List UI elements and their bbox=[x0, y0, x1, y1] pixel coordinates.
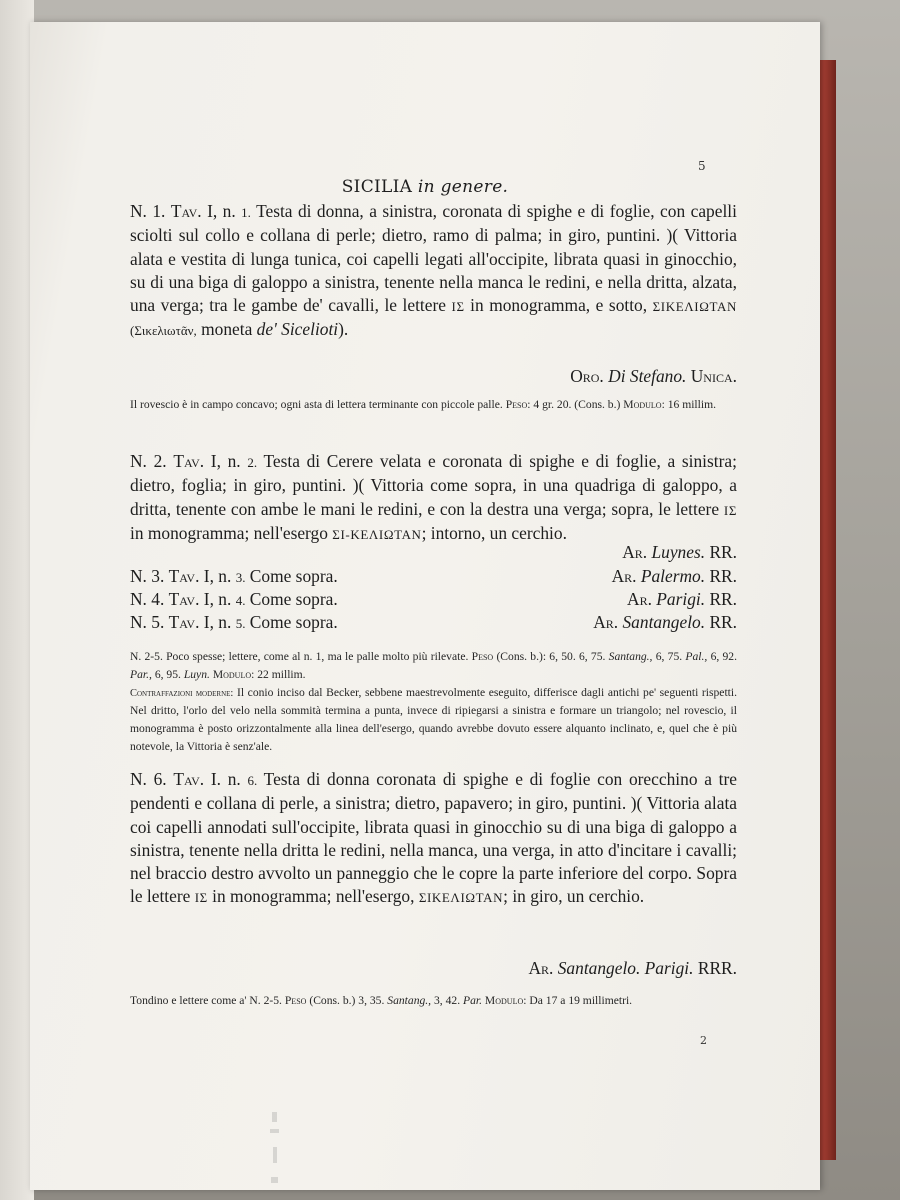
entry-1-de: de' Sicelioti bbox=[256, 319, 339, 340]
note-3-santang: Santang., bbox=[387, 994, 432, 1007]
note-2-contra-label: Contraffazioni moderne: bbox=[130, 687, 234, 699]
entry-3 bbox=[130, 566, 737, 590]
entry-3-source: Palermo. bbox=[640, 566, 706, 586]
note-2-pal: Pal., bbox=[685, 650, 708, 663]
entry-2-text-c: ; intorno, un cerchio. bbox=[421, 522, 567, 543]
entry-6-monogram: ΙΣ bbox=[194, 890, 208, 906]
note-1 bbox=[130, 396, 737, 414]
entry-2-num: 2. bbox=[247, 455, 258, 470]
entry-1-ref: I, n. bbox=[207, 201, 236, 221]
entry-1-num: 1. bbox=[241, 205, 251, 220]
note-3-v1: 3, 42. bbox=[434, 994, 461, 1007]
entry-2-rarity: RR. bbox=[709, 542, 737, 562]
note-2-modulo-label: Modulo: bbox=[212, 667, 255, 681]
entry-2-monogram: ΙΣ bbox=[723, 502, 737, 518]
page-title bbox=[30, 177, 820, 197]
entry-6-attribution bbox=[130, 958, 737, 979]
entry-1-text-a: Testa di donna, a sinistra, coronata di spighe e di foglie, con capelli sciolti sul collo e collana di perle; dietro, ramo di palma; in giro, puntini. )( Vittoria alata e vestita di lunga tunica, coi capelli legati all'occipite, librata quasi in ginocchio, su di una biga di galoppo a sinistra, tenente nella manca le redini, e nella dritta, alzata, una verga; tra le gambe de' cavalli, le lettere bbox=[130, 201, 737, 316]
note-2-v2: 6, 92. bbox=[710, 650, 737, 663]
entry-4 bbox=[130, 589, 737, 613]
entry-2-text-b: in monogramma; nell'esergo bbox=[130, 522, 328, 543]
entry-5 bbox=[130, 612, 737, 636]
entry-5-source: Santangelo. bbox=[622, 612, 706, 632]
note-3-text-a: Tondino e lettere come a' N. 2-5. bbox=[130, 994, 282, 1007]
entry-1-legend: ΣΙΚΕΛΙΩΤΑΝ bbox=[652, 299, 737, 315]
note-1-modulo-label: Modulo: bbox=[623, 398, 665, 411]
entry-1-source: Di Stefano. bbox=[608, 366, 687, 386]
entry-3-rarity: RR. bbox=[709, 566, 737, 586]
entry-6-ref: I. n. bbox=[210, 769, 241, 789]
entry-2-tav: Tav. bbox=[173, 451, 205, 471]
note-2 bbox=[130, 648, 737, 756]
entry-3-head: N. 3. bbox=[130, 566, 165, 586]
entry-4-ref: I, n. bbox=[203, 589, 232, 609]
note-3 bbox=[130, 992, 737, 1010]
entry-5-text: Come sopra. bbox=[249, 612, 338, 632]
title-rest: in genere. bbox=[417, 177, 509, 197]
signature-mark: 2 bbox=[700, 1034, 707, 1047]
facing-page-edge bbox=[0, 0, 34, 1200]
note-2-text-a: N. 2-5. Poco spesse; lettere, come al n. 1, ma le palle molto più rilevate. bbox=[130, 650, 469, 663]
note-3-modulo-label: Modulo: bbox=[484, 994, 527, 1007]
entry-2-attribution bbox=[130, 542, 737, 563]
entry-2-legend-b: ΚΕΛΙΩΤΑΝ bbox=[350, 526, 422, 542]
entry-2-text-a: Testa di Cerere velata e coronata di spighe e di foglie, a sinistra; dietro, foglia; in giro, puntini. )( Vittoria come sopra, in una quadriga di galoppo, a dritta, tenente con ambe le mani le redini, e con la destra una verga; sopra, le lettere bbox=[130, 451, 737, 519]
entry-2-ref: I, n. bbox=[210, 451, 241, 471]
entry-6 bbox=[130, 768, 737, 910]
entry-3-metal: Ar. bbox=[611, 566, 637, 586]
note-1-peso: 4 gr. 20. (Cons. b.) bbox=[533, 398, 621, 411]
note-3-modulo: Da 17 a 19 millimetri. bbox=[529, 994, 633, 1007]
entry-6-tav: Tav. bbox=[173, 769, 205, 789]
entry-5-rarity: RR. bbox=[709, 612, 737, 632]
note-2-text-b: (Cons. b.): 6, 50. 6, 75. bbox=[496, 650, 606, 663]
page-number: 5 bbox=[698, 159, 706, 173]
entry-5-tav: Tav. bbox=[168, 612, 200, 632]
note-2-par: Par., bbox=[130, 667, 152, 681]
entry-6-text-c: ; in giro, un cerchio. bbox=[503, 886, 645, 907]
entry-1-attribution bbox=[130, 366, 737, 387]
entry-5-ref: I, n. bbox=[203, 612, 232, 632]
entry-2 bbox=[130, 450, 737, 546]
entry-4-metal: Ar. bbox=[627, 589, 652, 609]
note-1-modulo: 16 millim. bbox=[667, 398, 717, 411]
note-3-par: Par. bbox=[463, 994, 483, 1007]
entry-6-source: Santangelo. Parigi. bbox=[557, 958, 694, 978]
entry-1-metal: Oro. bbox=[570, 366, 604, 386]
entry-6-rarity: RRR. bbox=[697, 958, 737, 978]
show-through-mark bbox=[260, 1107, 290, 1197]
entry-2-metal: Ar. bbox=[622, 542, 648, 562]
entry-2-head: N. 2. bbox=[130, 451, 167, 471]
note-1-text: Il rovescio è in campo concavo; ogni asta di lettera terminante con piccole palle. bbox=[130, 398, 503, 411]
book-page bbox=[30, 22, 820, 1190]
entry-6-num: 6. bbox=[247, 773, 258, 788]
entry-1-rarity: Unica. bbox=[690, 366, 737, 386]
note-3-text-b: (Cons. b.) 3, 35. bbox=[309, 994, 385, 1007]
entry-1 bbox=[130, 200, 737, 343]
entry-5-head: N. 5. bbox=[130, 612, 165, 632]
note-3-peso-label: Peso bbox=[284, 994, 307, 1007]
note-2-modulo: 22 millim. bbox=[257, 667, 306, 681]
entry-1-monogram: ΙΣ bbox=[451, 299, 465, 315]
entry-4-source: Parigi. bbox=[656, 589, 706, 609]
note-2-contra-text: Il conio inciso dal Becker, sebbene maestrevolmente eseguito, differisce dagli antichi pe' seguenti rispetti. Nel dritto, l'orlo del velo nella sommità termina a punta, invece di ripiegarsi a sinistra e formare un triangolo; nel rovescio, il monogramma è posto orizzontalmente alla linea dell'esergo, quando avrebbe dovuto essere alquanto inclinato, e, quel che è più notevole, la Vittoria è senz'ale. bbox=[130, 685, 738, 753]
entry-1-text-b: in monogramma, e sotto, bbox=[470, 295, 648, 316]
note-1-peso-label: Peso: bbox=[505, 398, 531, 411]
entry-3-ref: I, n. bbox=[203, 566, 232, 586]
entry-4-text: Come sopra. bbox=[249, 589, 338, 609]
entry-1-tav: Tav. bbox=[170, 201, 202, 221]
entry-3-text: Come sopra. bbox=[249, 566, 338, 586]
entry-6-legend: ΣΙΚΕΛΙΩΤΑΝ bbox=[418, 890, 504, 906]
entry-3-num: 3. bbox=[235, 570, 246, 585]
note-2-santang: Santang., bbox=[608, 650, 653, 663]
entry-6-text-a: Testa di donna coronata di spighe e di foglie con orecchino a tre pendenti e collana di perle, a sinistra; dietro, papavero; in giro, puntini. )( Vittoria alata coi capelli annodati sull'occipite, librata quasi in ginocchio su di una biga di galoppo a sinistra, tenente nella dritta le redini, nella manca, una verga, in atto d'incitare i cavalli; nel braccio destro avvolto un panneggio che le copre la parte inferiore del corpo. Sopra le lettere bbox=[130, 769, 737, 907]
entry-4-num: 4. bbox=[235, 593, 246, 608]
entry-6-text-b: in monogramma; nell'esergo, bbox=[212, 886, 415, 907]
entry-5-num: 5. bbox=[235, 616, 246, 631]
entry-6-head: N. 6. bbox=[130, 769, 167, 789]
note-2-v1: 6, 75. bbox=[655, 650, 683, 663]
entry-4-tav: Tav. bbox=[168, 589, 200, 609]
entry-4-rarity: RR. bbox=[709, 589, 737, 609]
entry-2-source: Luynes. bbox=[651, 542, 706, 562]
title-main: SICILIA bbox=[341, 177, 413, 197]
entry-6-metal: Ar. bbox=[528, 958, 554, 978]
entry-4-head: N. 4. bbox=[130, 589, 165, 609]
note-2-v3: 6, 95. bbox=[154, 667, 181, 681]
entry-1-close: ). bbox=[338, 319, 349, 340]
entry-1-head: N. 1. bbox=[130, 201, 166, 221]
entry-2-legend-a: ΣΙ- bbox=[332, 526, 351, 542]
note-2-luyn: Luyn. bbox=[183, 667, 210, 681]
entry-1-text-c: moneta bbox=[201, 319, 253, 340]
entry-1-greek: (Σικελιωτᾶν, bbox=[130, 323, 197, 339]
entry-5-metal: Ar. bbox=[593, 612, 619, 632]
entry-3-tav: Tav. bbox=[168, 566, 200, 586]
note-2-peso-label: Peso bbox=[471, 650, 494, 663]
